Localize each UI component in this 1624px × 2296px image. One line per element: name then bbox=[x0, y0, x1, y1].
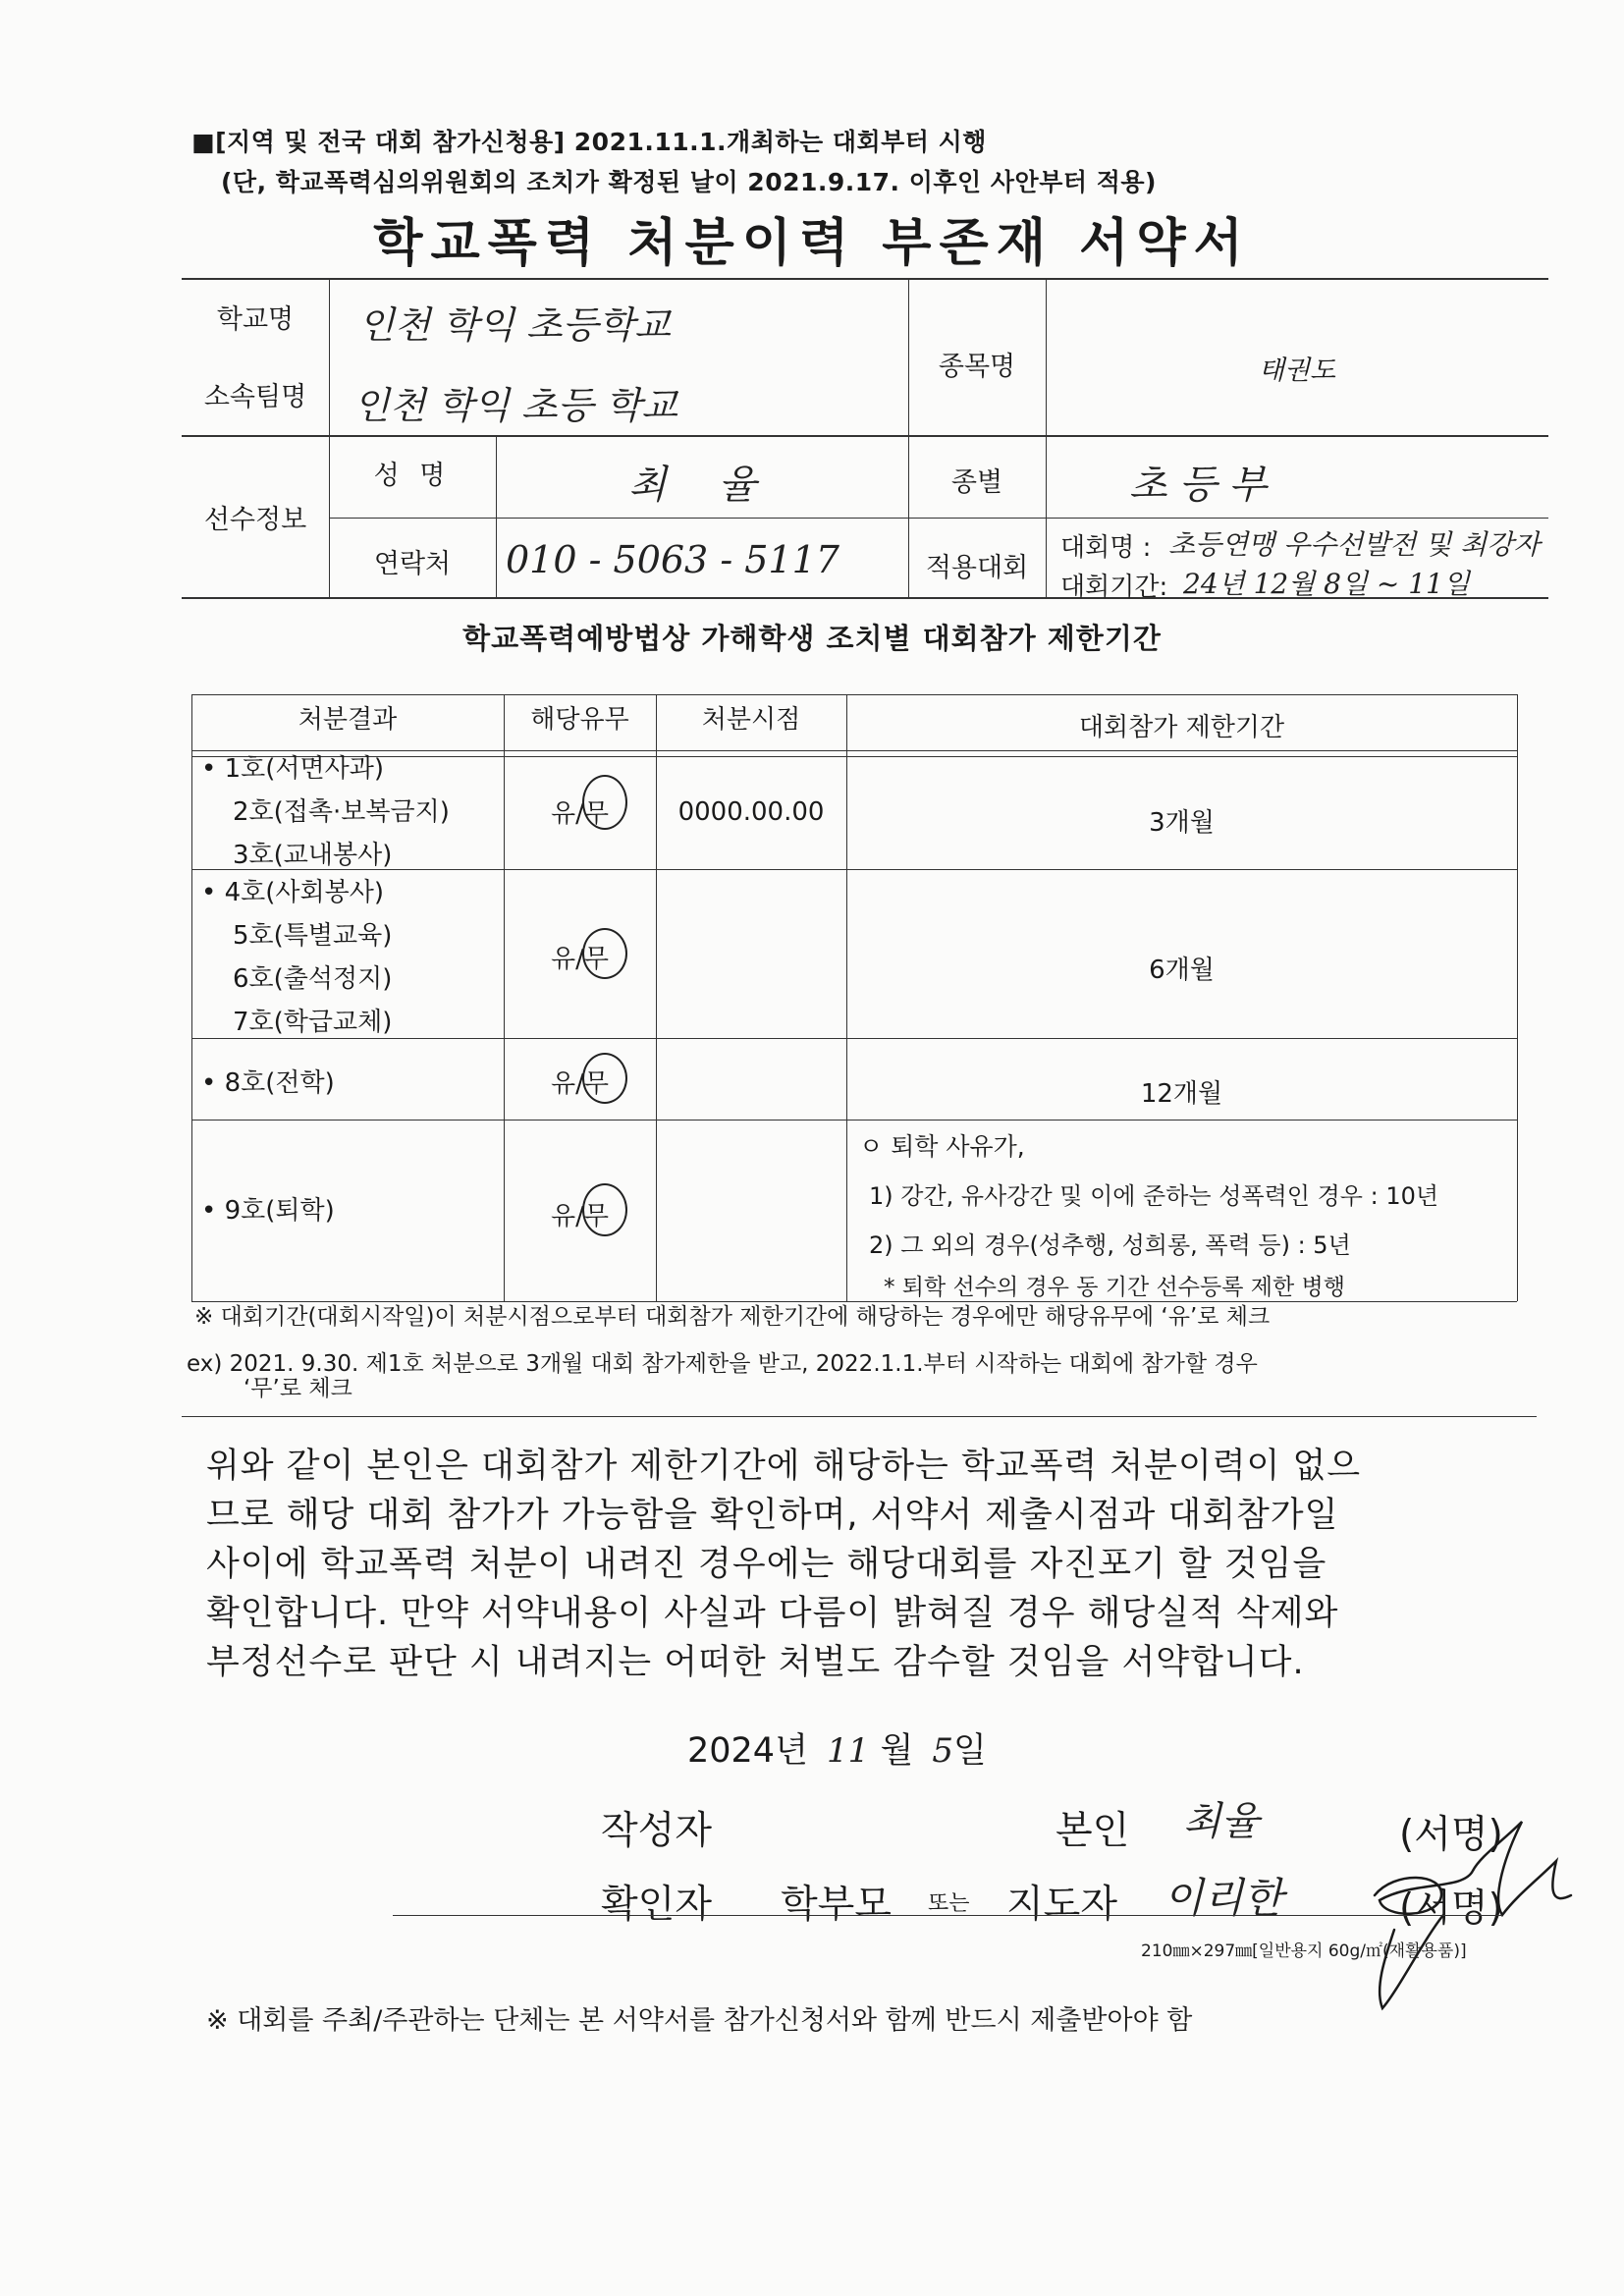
contact-label: 연락처 bbox=[373, 549, 452, 579]
notice-line-2: (단, 학교폭력심의위원회의 조치가 확정된 날이 2021.9.17. 이후인 사안부터 적용) bbox=[221, 168, 1157, 196]
header-result: 처분결과 bbox=[298, 705, 398, 735]
pledge-line-4: 확인합니다. 만약 서약내용이 사실과 다름이 밝혀질 경우 해당실적 삭제와 bbox=[206, 1594, 1339, 1633]
header-applicable: 해당유무 bbox=[530, 705, 629, 735]
table-row-2-period: 6개월 bbox=[1149, 956, 1215, 985]
date-year: 2024 bbox=[687, 1731, 776, 1771]
table-row-4-period-line-3: 2) 그 외의 경우(성추행, 성희롱, 폭력 등) : 5년 bbox=[869, 1231, 1351, 1259]
pledge-line-2: 므로 해당 대회 참가가 가능함을 확인하며, 서약서 제출시점과 대회참가일 bbox=[206, 1496, 1339, 1535]
table-row-4-item-1: • 9호(퇴학) bbox=[201, 1196, 335, 1226]
handwritten-signature-scribble bbox=[1355, 1802, 1591, 2038]
sport-value: 태권도 bbox=[1258, 355, 1336, 386]
table-row-2-item-3: 6호(출석정지) bbox=[233, 964, 393, 994]
document-title: 학교폭력 처분이력 부존재 서약서 bbox=[373, 214, 1251, 273]
coach-label: 지도자 bbox=[1006, 1883, 1118, 1927]
school-label: 학교명 bbox=[216, 304, 295, 335]
table-row-4-period-line-4: * 퇴학 선수의 경우 동 기간 선수등록 제한 병행 bbox=[884, 1275, 1345, 1300]
date-month: 11 bbox=[827, 1731, 870, 1771]
event-label: 적용대회 bbox=[925, 553, 1029, 583]
table-row-1-item-2: 2호(접촉·보복금지) bbox=[233, 797, 450, 827]
pledge-text bbox=[206, 1442, 1512, 1687]
table-row-4-period-line-2: 1) 강간, 유사강간 및 이에 준하는 성폭력인 경우 : 10년 bbox=[869, 1182, 1439, 1210]
date-day: 5 bbox=[932, 1731, 954, 1771]
date-month-unit: 월 bbox=[880, 1731, 914, 1771]
table-row-1-item-1: • 1호(서면사과) bbox=[201, 754, 385, 784]
date-day-unit: 일 bbox=[953, 1731, 987, 1771]
table-row-4-period-line-1: ㅇ 퇴학 사유가, bbox=[859, 1132, 1025, 1161]
name-value: 최 율 bbox=[628, 463, 776, 508]
event-name-value: 초등연맹 우수선발전 및 최강자 bbox=[1168, 528, 1541, 561]
no-check-circle bbox=[582, 928, 627, 979]
no-check-circle bbox=[582, 775, 627, 830]
table-row-3-item-1: • 8호(전학) bbox=[201, 1068, 335, 1098]
restriction-table-title: 학교폭력예방법상 가해학생 조치별 대회참가 제한기간 bbox=[462, 622, 1162, 655]
table-note-1: ※ 대회기간(대회시작일)이 처분시점으로부터 대회참가 제한기간에 해당하는 경우에만 해당유무에 ‘유’로 체크 bbox=[194, 1304, 1271, 1330]
event-period-value: 24년 12월 8일 ~ 11일 bbox=[1183, 568, 1470, 600]
writer-label: 작성자 bbox=[601, 1809, 713, 1853]
pledge-line-5: 부정선수로 판단 시 내려지는 어떠한 처벌도 감수할 것임을 서약합니다. bbox=[206, 1643, 1305, 1682]
self-label: 본인 bbox=[1056, 1809, 1130, 1853]
no-check-circle bbox=[582, 1183, 627, 1236]
table-row-2-item-1: • 4호(사회봉사) bbox=[201, 878, 385, 907]
name-label: 성 명 bbox=[373, 461, 452, 491]
table-row-2-item-2: 5호(특별교육) bbox=[233, 921, 393, 951]
table-row-3-period: 12개월 bbox=[1140, 1079, 1223, 1109]
paper-spec: 210㎜×297㎜[일반용지 60g/㎡(재활용품)] bbox=[1141, 1941, 1467, 1961]
coach-signature: 이리한 bbox=[1164, 1874, 1283, 1922]
pledge-date bbox=[687, 1723, 987, 1773]
table-row-4-applicable: 유/무 bbox=[551, 1202, 609, 1231]
table-note-2: ex) 2021. 9.30. 제1호 처분으로 3개월 대회 참가제한을 받고, 2022.1.1.부터 시작하는 대회에 참가할 경우 bbox=[187, 1351, 1258, 1377]
self-signature: 최율 bbox=[1183, 1799, 1260, 1844]
table-row-2-item-4: 7호(학급교체) bbox=[233, 1008, 393, 1037]
or-label: 또는 bbox=[928, 1891, 970, 1916]
parent-label: 학부모 bbox=[781, 1883, 893, 1927]
pledge-line-1: 위와 같이 본인은 대회참가 제한기간에 해당하는 학교폭력 처분이력이 없으 bbox=[206, 1447, 1362, 1486]
player-info-label: 선수정보 bbox=[203, 505, 307, 535]
footer-note: ※ 대회를 주최/주관하는 단체는 본 서약서를 참가신청서와 함께 반드시 제출받아야 함 bbox=[206, 2005, 1193, 2036]
team-label: 소속팀명 bbox=[203, 382, 307, 412]
division-label: 종별 bbox=[950, 467, 1003, 498]
self-sign-mark: (서명) bbox=[1399, 1813, 1503, 1857]
confirmer-label: 확인자 bbox=[601, 1883, 713, 1927]
no-check-circle bbox=[582, 1053, 627, 1104]
table-row-3-applicable: 유/무 bbox=[551, 1069, 609, 1099]
sport-label: 종목명 bbox=[938, 352, 1016, 382]
pledge-line-3: 사이에 학교폭력 처분이 내려진 경우에는 해당대회를 자진포기 할 것임을 bbox=[206, 1545, 1327, 1584]
event-period-label: 대회기간: bbox=[1060, 573, 1168, 602]
table-row-1-item-3: 3호(교내봉사) bbox=[233, 841, 393, 870]
table-note-3: ‘무’로 체크 bbox=[244, 1376, 352, 1401]
table-row-1-applicable: 유/무 bbox=[551, 799, 609, 829]
division-value: 초등부 bbox=[1129, 463, 1278, 508]
notice-line-1: ■[지역 및 전국 대회 참가신청용] 2021.11.1.개최하는 대회부터 시행 bbox=[191, 128, 987, 156]
team-value: 인천 학익 초등 학교 bbox=[353, 384, 677, 427]
coach-sign-mark: (서명) bbox=[1399, 1886, 1503, 1931]
table-row-2-applicable: 유/무 bbox=[551, 945, 609, 974]
date-year-unit: 년 bbox=[775, 1731, 808, 1771]
school-value: 인천 학익 초등학교 bbox=[358, 303, 671, 347]
event-name-label: 대회명 : bbox=[1060, 533, 1152, 563]
header-date: 처분시점 bbox=[701, 705, 801, 735]
header-period: 대회참가 제한기간 bbox=[1078, 713, 1285, 742]
contact-value: 010 - 5063 - 5117 bbox=[506, 538, 839, 581]
table-row-1-date: 0000.00.00 bbox=[677, 797, 825, 827]
table-row-1-period: 3개월 bbox=[1149, 808, 1215, 838]
